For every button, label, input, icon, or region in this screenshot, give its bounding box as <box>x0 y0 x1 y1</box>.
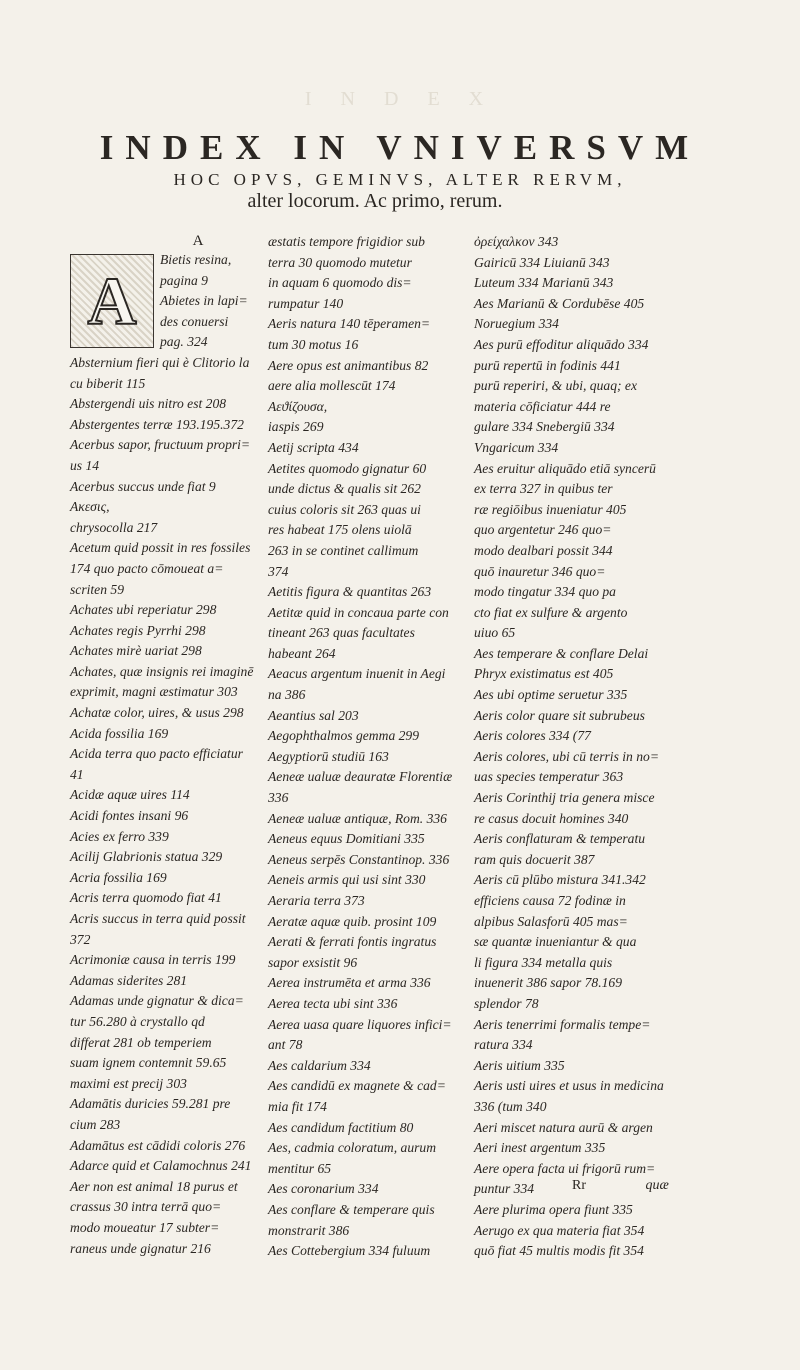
index-entry: tineant 263 quas facultates <box>268 625 415 641</box>
index-entry: Abietes in lapi= <box>160 293 248 309</box>
index-entry: Aetitis figura & quantitas 263 <box>268 584 432 600</box>
index-entry: purū reperiri, & ubi, quaq; ex <box>474 378 637 394</box>
index-entry: Aerea uasa quare liquores infici= <box>268 1016 452 1032</box>
index-entry: Adamas unde gignatur & dica= <box>70 993 244 1009</box>
index-entry: modo tingatur 334 quo pa <box>474 584 616 600</box>
index-entry: in aquam 6 quomodo dis= <box>268 275 412 291</box>
index-entry: Acies ex ferro 339 <box>70 828 169 844</box>
index-entry: Αεϑίζουσα, <box>268 398 328 414</box>
index-entry: Absternium fieri qui è Clitorio la <box>70 354 250 370</box>
index-entry: Aeneus equus Domitiani 335 <box>268 831 425 847</box>
index-entry: Adamātis duricies 59.281 pre <box>70 1096 231 1112</box>
index-entry: Acida fossilia 169 <box>70 725 169 741</box>
index-entry: Aeris colores 334 (77 <box>474 728 591 744</box>
index-column-1 <box>70 232 266 1259</box>
index-entry: 336 (tum 340 <box>474 1098 547 1114</box>
index-entry: Aerati & ferrati fontis ingratus <box>268 934 437 950</box>
page-footer <box>572 1178 792 1194</box>
index-entry: modo dealbari possit 344 <box>474 542 613 558</box>
index-entry: Achates regis Pyrrhi 298 <box>70 622 206 638</box>
index-entry: pagina 9 <box>160 272 208 288</box>
index-entries <box>70 353 266 1259</box>
index-entry: 374 <box>268 563 289 579</box>
index-entry: mentitur 65 <box>268 1160 332 1176</box>
index-entry: cium 283 <box>70 1116 121 1132</box>
index-entry: Aes ubi optime seruetur 335 <box>474 687 628 703</box>
index-entry: Aerugo ex qua materia fiat 354 <box>474 1222 645 1238</box>
index-entry: Abstergendi uis nitro est 208 <box>70 396 227 412</box>
index-entry: Acria fossilia 169 <box>70 869 167 885</box>
index-entry: Aerea instrumēta et arma 336 <box>268 975 431 991</box>
index-entry: Achatæ color, uires, & usus 298 <box>70 705 244 721</box>
index-entry: sæ quantæ inueniantur & qua <box>474 934 637 950</box>
index-entry: alpibus Salasforū 405 mas= <box>474 913 628 929</box>
index-entry: raneus unde gignatur 216 <box>70 1240 211 1256</box>
page-subtitle-second-line: alter locorum. Ac primo, rerum. <box>247 190 503 212</box>
index-entry: Aeratæ aquæ quib. prosint 109 <box>268 913 437 929</box>
index-entry: purū repertū in fodinis 441 <box>474 357 621 373</box>
index-entry: na 386 <box>268 687 306 703</box>
index-entry: differat 281 ob temperiem <box>70 1034 212 1050</box>
index-entry: Aeneæ ualuæ antiquæ, Rom. 336 <box>268 810 447 826</box>
index-entry: Gairicū 334 Liuianū 343 <box>474 254 610 270</box>
index-entry: sapor exsistit 96 <box>268 954 358 970</box>
index-entry: li figura 334 metalla quis <box>474 954 613 970</box>
index-entries <box>268 232 472 1262</box>
index-entry: Acilij Glabrionis statua 329 <box>70 849 223 865</box>
index-entry: uiuo 65 <box>474 625 516 641</box>
index-entry: Aeris colores, ubi cū terris in no= <box>474 748 659 764</box>
index-entry: Acrimoniæ causa in terris 199 <box>70 952 236 968</box>
index-entry: Aeris natura 140 tēperamen= <box>268 316 431 332</box>
index-entry: Aere plurima opera fiunt 335 <box>474 1201 633 1217</box>
index-entry: maximi est precij 303 <box>70 1075 187 1091</box>
page-subtitle: HOC OPVS, GEMINVS, ALTER RERVM, <box>173 170 627 189</box>
index-entry: Aeri miscet natura aurū & argen <box>474 1119 653 1135</box>
index-entry: tur 56.280 à crystallo qd <box>70 1013 205 1029</box>
index-entry: ram quis docuerit 387 <box>474 851 595 867</box>
index-entry: Aeri inest argentum 335 <box>474 1140 606 1156</box>
index-entry: Acetum quid possit in res fossiles <box>70 540 251 556</box>
index-entry: Aerea tecta ubi sint 336 <box>268 995 398 1011</box>
index-entry: unde dictus & qualis sit 262 <box>268 481 421 497</box>
index-entry: Aeacus argentum inuenit in Aegi <box>268 666 446 682</box>
index-entry: exprimit, magni æstimatur 303 <box>70 684 238 700</box>
catchword: quæ <box>645 1178 669 1193</box>
index-entry: Aeris Corinthij tria genera misce <box>474 790 655 806</box>
index-entry: Aes Marianū & Cordubēse 405 <box>474 295 645 311</box>
index-entry: re casus docuit homines 340 <box>474 810 629 826</box>
index-entry: rumpatur 140 <box>268 295 344 311</box>
index-entry: Aegyptiorū studiū 163 <box>268 748 389 764</box>
index-entry: Aetij scripta 434 <box>268 439 359 455</box>
index-entry: Achates, quæ insignis rei imaginē <box>70 663 254 679</box>
index-entry: efficiens causa 72 fodinæ in <box>474 893 626 908</box>
index-entry: ex terra 327 in quibus ter <box>474 481 613 497</box>
index-entry: ant 78 <box>268 1037 303 1053</box>
index-entry: Acidæ aquæ uires 114 <box>70 787 190 803</box>
index-entry: ræ regiōibus inueniatur 405 <box>474 501 627 517</box>
index-entry: Adarce quid et Calamochnus 241 <box>70 1158 252 1174</box>
index-entry: Ακεσις, <box>70 499 110 515</box>
index-entry: Aes candidū ex magnete & cad= <box>268 1078 446 1094</box>
index-entry: suam ignem contemnit 59.65 <box>70 1055 227 1071</box>
index-entry: Aetites quomodo gignatur 60 <box>268 460 427 476</box>
index-entry: Acidi fontes insani 96 <box>70 808 189 824</box>
index-entry: pag. 324 <box>160 334 208 350</box>
index-entry: inuenerit 386 sapor 78.169 <box>474 975 623 991</box>
index-entry: Acida terra quo pacto efficiatur <box>70 746 243 762</box>
index-entry: quō fiat 45 multis modis fit 354 <box>474 1243 644 1259</box>
index-entry: monstrarit 386 <box>268 1222 350 1238</box>
index-entry: 174 quo pacto cōmoueat a= <box>70 560 224 576</box>
index-entry: Aetitæ quid in concaua parte con <box>268 604 449 620</box>
signature-mark: Rr <box>572 1178 586 1193</box>
index-entry: puntur 334 <box>474 1181 535 1197</box>
index-entry: mia fit 174 <box>268 1098 327 1114</box>
index-entry: res habeat 175 olens uiolā <box>268 522 412 538</box>
index-entry: Aes candidum factitium 80 <box>268 1119 414 1135</box>
index-entry: Achates ubi reperiatur 298 <box>70 602 217 618</box>
index-entry: ratura 334 <box>474 1037 533 1053</box>
index-entry: Aes, cadmia coloratum, aurum <box>268 1140 437 1156</box>
index-column-2 <box>268 232 472 1262</box>
index-entry: ὀρείχαλκον 343 <box>474 234 559 249</box>
index-entry: Noruegium 334 <box>474 316 559 332</box>
page-title: INDEX IN VNIVERSVM <box>99 128 701 167</box>
index-entry: Acris terra quomodo fiat 41 <box>70 890 222 906</box>
index-entry: chrysocolla 217 <box>70 519 158 535</box>
index-entry: 263 in se continet callimum <box>268 542 419 558</box>
index-entry: Aes Cottebergium 334 fuluum <box>268 1243 431 1259</box>
index-entry: Aes coronarium 334 <box>268 1181 379 1197</box>
index-entry: quo argentetur 246 quo= <box>474 522 612 538</box>
index-entry: Adamas siderites 281 <box>70 972 188 988</box>
index-entry: Luteum 334 Marianū 343 <box>474 275 614 291</box>
index-entry: Acerbus succus unde fiat 9 <box>70 478 216 494</box>
index-entry: materia cōficiatur 444 re <box>474 398 611 414</box>
index-entry: Aegophthalmos gemma 299 <box>268 728 420 744</box>
index-entry: Aeris cū plūbo mistura 341.342 <box>474 872 646 888</box>
index-entry: Aeantius sal 203 <box>268 707 359 723</box>
index-entry: Aeneus serpēs Constantinop. 336 <box>268 851 450 867</box>
index-entries <box>474 232 680 1262</box>
index-entry: tum 30 motus 16 <box>268 336 359 352</box>
index-entry: Aeris tenerrimi formalis tempe= <box>474 1016 651 1032</box>
index-entry: Aeris usti uires et usus in medicina <box>474 1078 664 1094</box>
index-entry: Abstergentes terræ 193.195.372 <box>70 416 244 432</box>
index-entry: iaspis 269 <box>268 419 324 435</box>
index-entry: Aes eruitur aliquādo etiā syncerū <box>474 460 656 476</box>
index-entry: crassus 30 intra terrā quo= <box>70 1199 222 1215</box>
index-entry: modo moueatur 17 subter= <box>70 1219 220 1235</box>
index-entry: 41 <box>70 766 84 782</box>
index-entry: Aeraria terra 373 <box>268 893 365 908</box>
decorated-initial <box>70 254 154 348</box>
index-entry: Aeris conflaturam & temperatu <box>474 831 646 847</box>
index-entry: æstatis tempore frigidior sub <box>268 234 425 249</box>
index-entry: Aeris uitium 335 <box>474 1057 565 1073</box>
index-column-3 <box>474 232 680 1262</box>
index-entry: Phryx existimatus est 405 <box>474 666 614 682</box>
index-entry: terra 30 quomodo mutetur <box>268 254 412 270</box>
index-entry: uas species temperatur 363 <box>474 769 624 785</box>
section-letter: A <box>192 233 204 249</box>
index-entry: Acerbus sapor, fructuum propri= <box>70 437 251 453</box>
index-entry: 336 <box>268 790 289 806</box>
index-entry: Aeneis armis qui usi sint 330 <box>268 872 426 888</box>
index-entry: aere alia mollescūt 174 <box>268 378 396 394</box>
index-entry: Vngaricum 334 <box>474 439 559 455</box>
index-entry: cu biberit 115 <box>70 375 146 391</box>
bleed-through-text: I N D E X <box>304 88 496 110</box>
index-entry: Aere opus est animantibus 82 <box>268 357 429 373</box>
index-entry: des conuersi <box>160 313 229 329</box>
index-entry: cuius coloris sit 263 quas ui <box>268 501 421 517</box>
index-entry: scriten 59 <box>70 581 124 597</box>
index-entry: Aes caldarium 334 <box>268 1057 371 1073</box>
index-entry: gulare 334 Snebergiū 334 <box>474 419 615 435</box>
index-entry: 372 <box>70 931 91 947</box>
index-entry: Aes conflare & temperare quis <box>268 1201 435 1217</box>
index-entry: cto fiat ex sulfure & argento <box>474 604 628 620</box>
index-entry: Aeris color quare sit subrubeus <box>474 707 645 723</box>
index-entry: us 14 <box>70 457 100 473</box>
index-entry: Aere opera facta ui frigorū rum= <box>474 1160 656 1176</box>
index-entry: Achates mirè uariat 298 <box>70 643 202 659</box>
index-entry: Aer non est animal 18 purus et <box>70 1178 238 1194</box>
index-entry: Aeneæ ualuæ deauratæ Florentiæ <box>268 769 453 785</box>
decorated-initial-letter: A <box>87 263 137 339</box>
index-entry: Bietis resina, <box>160 252 232 267</box>
index-entry: splendor 78 <box>474 995 539 1011</box>
index-entry: Aes purū effoditur aliquādo 334 <box>474 336 649 352</box>
index-entry: Aes temperare & conflare Delai <box>474 645 649 661</box>
index-entry: Adamātus est cādidi coloris 276 <box>70 1137 246 1153</box>
index-entry: habeant 264 <box>268 645 336 661</box>
index-entry: Acris succus in terra quid possit <box>70 911 246 926</box>
index-entry: quō inauretur 346 quo= <box>474 563 606 579</box>
